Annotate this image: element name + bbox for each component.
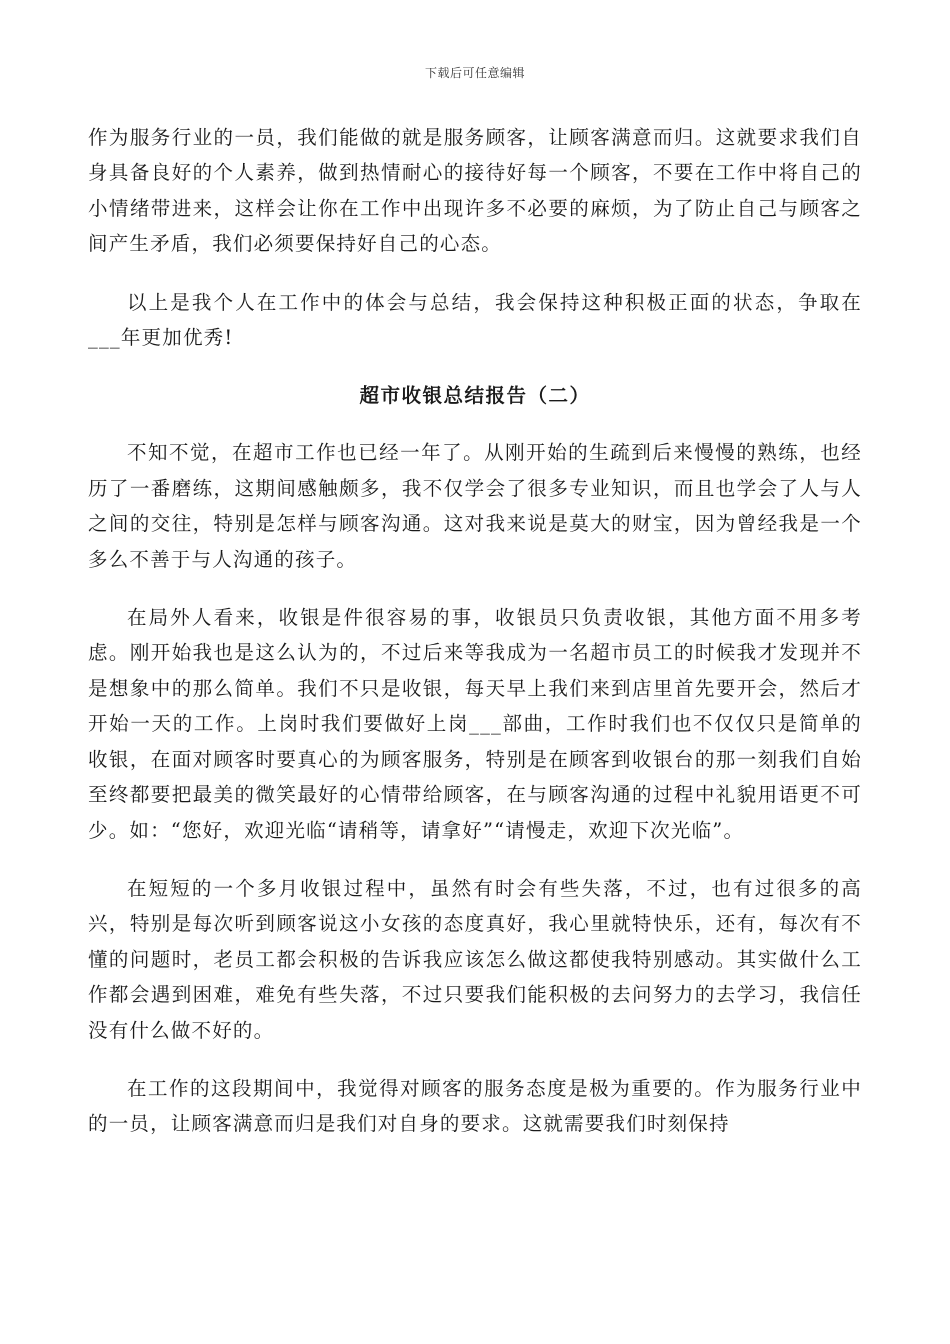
paragraph: 在短短的一个多月收银过程中，虽然有时会有些失落，不过，也有过很多的高兴，特别是每次听到顾客说这小女孩的态度真好，我心里就特快乐，还有，每次有不懂的问题时，老员工都会积极的告诉我应该怎么做这都使我特别感动。其实做什么工作都会遇到困难，难免有些失落，不过只要我们能积极的去问努力的去学习，我信任没有什么做不好的。 [88,876,862,1042]
paragraph: 在局外人看来，收银是件很容易的事，收银员只负责收银，其他方面不用多考虑。刚开始我也是这么认为的，不过后来等我成为一名超市员工的时候我才发现并不是想象中的那么简单。我们不只是收银，每天早上我们来到店里首先要开会，然后才开始一天的工作。上岗时我们要做好上岗___部曲，工作时我们也不仅仅只是简单的收银，在面对顾客时要真心的为顾客服务，特别是在顾客到收银台的那一刻我们自始至终都要把最美的微笑最好的心情带给顾客，在与顾客沟通的过程中礼貌用语更不可少。如：“您好，欢迎光临“请稍等，请拿好”“请慢走，欢迎下次光临”。 [88,606,862,842]
section-title: 超市收银总结报告（二） [359,384,591,408]
paragraph: 不知不觉，在超市工作也已经一年了。从刚开始的生疏到后来慢慢的熟练，也经历了一番磨练，这期间感触颇多，我不仅学会了很多专业知识，而且也学会了人与人之间的交往，特别是怎样与顾客沟通。这对我来说是莫大的财宝，因为曾经我是一个多么不善于与人沟通的孩子。 [88,441,862,571]
paragraph: 以上是我个人在工作中的体会与总结，我会保持这种积极正面的状态，争取在___年更加优秀! [88,290,862,350]
paragraph: 作为服务行业的一员，我们能做的就是服务顾客，让顾客满意而归。这就要求我们自身具备良好的个人素养，做到热情耐心的接待好每一个顾客，不要在工作中将自己的小情绪带进来，这样会让你在工作中出现许多不必要的麻烦，为了防止自己与顾客之间产生矛盾，我们必须要保持好自己的心态。 [88,126,862,256]
paragraph: 在工作的这段期间中，我觉得对顾客的服务态度是极为重要的。作为服务行业中的一员，让顾客满意而归是我们对自身的要求。这就需要我们时刻保持 [88,1076,862,1136]
document-body [88,120,862,1165]
header-note: 下载后可任意编辑 [424,66,525,80]
